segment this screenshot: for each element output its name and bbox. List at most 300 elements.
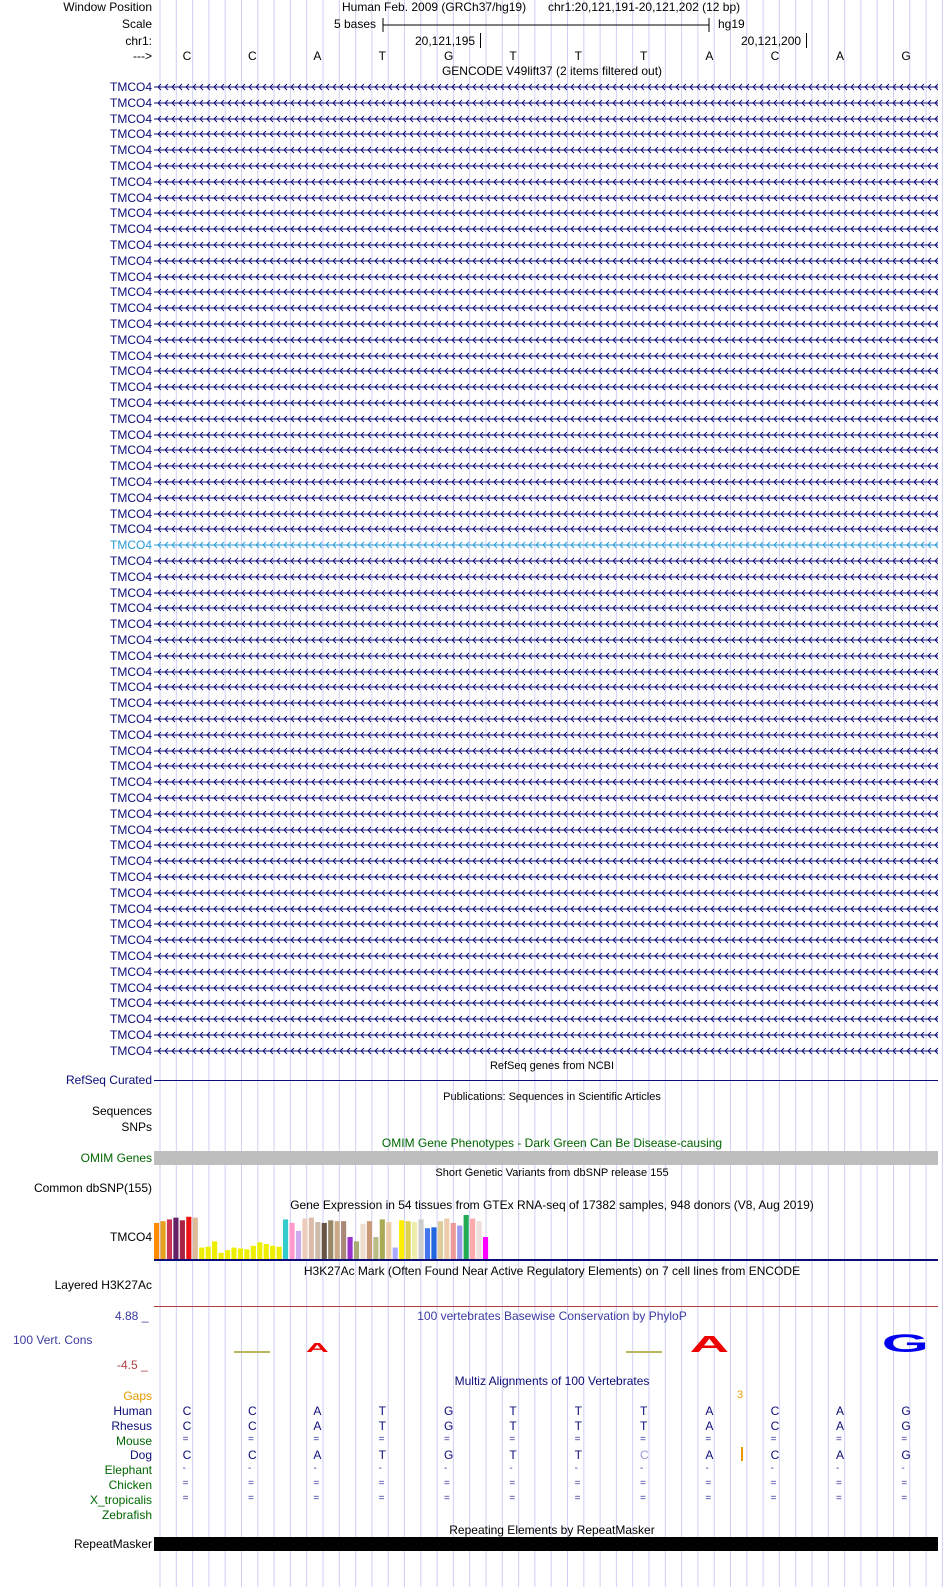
- window-position-label: Window Position: [63, 0, 152, 14]
- alignment-base: =: [378, 1492, 385, 1504]
- gtex-tissue-bar: [412, 1222, 417, 1259]
- gencode-transcript-line[interactable]: [154, 303, 938, 313]
- gtex-tissue-bar: [212, 1241, 217, 1259]
- gencode-transcript-label[interactable]: TMCO4: [110, 253, 152, 268]
- gencode-transcript-label[interactable]: TMCO4: [110, 111, 152, 126]
- reference-base: C: [248, 49, 257, 63]
- gtex-tissue-bar: [444, 1219, 449, 1259]
- alignment-base: T: [378, 1418, 386, 1433]
- gencode-transcript-label[interactable]: TMCO4: [110, 806, 152, 821]
- gencode-transcript-line[interactable]: [154, 272, 938, 282]
- phylop-logo[interactable]: [154, 1326, 938, 1368]
- assembly-title: Human Feb. 2009 (GRCh37/hg19): [342, 0, 527, 14]
- gencode-transcript-label[interactable]: TMCO4: [110, 775, 152, 790]
- repeatmasker-label[interactable]: RepeatMasker: [73, 1537, 152, 1551]
- alignment-base: C: [770, 1418, 780, 1433]
- alignment-base: G: [444, 1404, 454, 1418]
- gtex-tissue-bar: [186, 1217, 191, 1259]
- gtex-tissue-bar: [406, 1221, 411, 1259]
- gtex-tissue-bar: [244, 1249, 249, 1259]
- gencode-transcript-label[interactable]: TMCO4: [110, 554, 152, 568]
- alignment-base: C: [248, 1404, 257, 1418]
- alignment-base: =: [313, 1492, 320, 1504]
- species-label[interactable]: Elephant: [104, 1463, 152, 1478]
- gencode-transcript-line[interactable]: [154, 761, 938, 771]
- gencode-transcript-line[interactable]: [154, 445, 938, 455]
- species-label[interactable]: Zebrafish: [101, 1507, 152, 1522]
- gtex-tissue-bar: [360, 1224, 365, 1259]
- gtex-tissue-bar: [315, 1222, 320, 1259]
- gtex-tissue-bar: [457, 1226, 462, 1259]
- gencode-transcript-line[interactable]: [154, 825, 938, 835]
- reference-base: T: [378, 49, 386, 63]
- gencode-transcript-label[interactable]: TMCO4: [110, 917, 152, 932]
- gtex-tissue-bar: [373, 1237, 378, 1259]
- gtex-tissue-bar: [354, 1241, 359, 1259]
- omim-title[interactable]: OMIM Gene Phenotypes - Dark Green Can Be Disease-causing: [381, 1136, 723, 1150]
- gencode-transcript-label[interactable]: TMCO4: [110, 648, 152, 663]
- gtex-tissue-bar: [270, 1246, 275, 1259]
- phylop-min-label: -4.5 _: [117, 1358, 148, 1372]
- gencode-transcript-line[interactable]: [154, 572, 938, 582]
- alignment-base: G: [901, 1404, 911, 1418]
- species-label[interactable]: Dog: [129, 1448, 152, 1463]
- gencode-transcript-label[interactable]: TMCO4: [110, 538, 152, 553]
- gtex-tissue-bar: [418, 1219, 423, 1259]
- gtex-tissue-bar: [302, 1219, 307, 1259]
- scale-db: hg19: [718, 17, 745, 31]
- gencode-transcript-line[interactable]: [154, 840, 938, 850]
- gencode-transcript-label[interactable]: TMCO4: [110, 427, 152, 442]
- gtex-bar-chart[interactable]: [154, 1214, 938, 1262]
- gencode-transcript-label[interactable]: TMCO4: [110, 838, 152, 853]
- gtex-tissue-bar: [451, 1223, 456, 1259]
- gencode-transcript-label[interactable]: TMCO4: [110, 585, 152, 600]
- alignment-base: =: [248, 1433, 254, 1445]
- reference-base: A: [836, 49, 845, 63]
- gencode-transcript-line[interactable]: [154, 256, 938, 266]
- gencode-transcript-label[interactable]: TMCO4: [110, 696, 152, 711]
- alignment-base: -: [836, 1463, 840, 1475]
- repeatmasker-bar[interactable]: [154, 1537, 938, 1551]
- gencode-transcript-label[interactable]: TMCO4: [110, 206, 152, 221]
- alignment-base: A: [313, 1404, 322, 1418]
- gencode-transcript-label[interactable]: TMCO4: [110, 791, 152, 805]
- gencode-transcript-line[interactable]: [154, 366, 938, 376]
- gencode-transcript-label[interactable]: TMCO4: [110, 980, 152, 995]
- gtex-tissue-bar: [380, 1219, 385, 1259]
- alignment-base: =: [182, 1433, 189, 1445]
- gencode-transcript-line[interactable]: [154, 793, 938, 803]
- gencode-transcript-label[interactable]: TMCO4: [110, 238, 152, 252]
- gencode-transcript-line[interactable]: [154, 698, 938, 708]
- omim-bar[interactable]: [154, 1151, 938, 1165]
- gtex-tissue-bar: [264, 1244, 269, 1259]
- gencode-transcript-label[interactable]: TMCO4: [110, 506, 152, 521]
- reference-base: T: [509, 49, 517, 63]
- phylop-base-glyph: A: [305, 1340, 329, 1356]
- alignment-base: T: [574, 1448, 582, 1463]
- gencode-transcript-line[interactable]: [154, 983, 938, 993]
- reference-base: G: [444, 49, 454, 63]
- gencode-transcript-line[interactable]: [154, 82, 938, 92]
- gencode-transcript-label[interactable]: TMCO4: [110, 364, 152, 379]
- gtex-tissue-bar: [160, 1221, 165, 1259]
- gencode-transcript-line[interactable]: [154, 240, 938, 250]
- gencode-transcript-label[interactable]: TMCO4: [110, 159, 152, 173]
- scale-bases: 5 bases: [334, 17, 377, 31]
- gtex-tissue-bar: [277, 1247, 282, 1259]
- gencode-transcript-label[interactable]: TMCO4: [110, 190, 152, 205]
- alignment-base: -: [705, 1463, 709, 1475]
- gencode-transcript-line[interactable]: [154, 382, 938, 392]
- alignment-base: C: [182, 1448, 192, 1463]
- alignment-base: A: [705, 1404, 714, 1418]
- species-label[interactable]: Chicken: [108, 1478, 152, 1492]
- gencode-transcript-label[interactable]: TMCO4: [110, 95, 152, 110]
- gencode-transcript-line[interactable]: [154, 193, 938, 203]
- dog-gap-marker: [741, 1447, 743, 1461]
- gencode-transcript-line[interactable]: [154, 430, 938, 440]
- gencode-transcript-line[interactable]: [154, 603, 938, 613]
- gencode-transcript-label[interactable]: TMCO4: [110, 222, 152, 237]
- position-title: chr1:20,121,191-20,121,202 (12 bp): [548, 0, 741, 14]
- gencode-transcript-label[interactable]: TMCO4: [110, 411, 152, 426]
- alignment-base: C: [770, 1404, 780, 1418]
- alignment-base: G: [444, 1418, 454, 1433]
- gencode-transcript-label[interactable]: TMCO4: [110, 727, 152, 742]
- alignment-base: C: [182, 1404, 192, 1418]
- gencode-transcript-label[interactable]: TMCO4: [110, 759, 152, 774]
- dbsnp-title[interactable]: Short Genetic Variants from dbSNP release 155: [435, 1167, 669, 1179]
- gencode-transcript-label[interactable]: TMCO4: [110, 1028, 152, 1042]
- gencode-transcript-line[interactable]: [154, 477, 938, 487]
- alignment-base: =: [901, 1478, 908, 1489]
- coord-left-tick: [480, 33, 481, 48]
- alignment-base: =: [444, 1478, 450, 1489]
- dbsnp-label[interactable]: Common dbSNP(155): [33, 1181, 152, 1195]
- alignment-base: -: [640, 1463, 644, 1475]
- gencode-transcript-line[interactable]: [154, 619, 938, 629]
- gencode-transcript-label[interactable]: TMCO4: [110, 348, 152, 363]
- gtex-title[interactable]: Gene Expression in 54 tissues from GTEx RNA-seq of 17382 samples, 948 donors (V8, Aug 2019): [290, 1198, 814, 1212]
- alignment-base: -: [574, 1463, 578, 1475]
- publications-sequences-label[interactable]: Sequences: [91, 1104, 152, 1118]
- gencode-transcript-label[interactable]: TMCO4: [110, 617, 152, 632]
- gencode-transcript-label[interactable]: TMCO4: [110, 301, 152, 316]
- gencode-transcript-line[interactable]: [154, 872, 938, 882]
- gencode-transcript-line[interactable]: [154, 145, 938, 155]
- publications-snps-label[interactable]: SNPs: [121, 1120, 152, 1134]
- reference-base: A: [313, 49, 322, 63]
- alignment-base: -: [444, 1463, 448, 1475]
- publications-title[interactable]: Publications: Sequences in Scientific Articles: [443, 1091, 661, 1103]
- gencode-transcript-label[interactable]: TMCO4: [110, 285, 152, 300]
- alignment-base: =: [705, 1492, 712, 1504]
- alignment-base: G: [901, 1448, 911, 1463]
- gtex-tissue-bar: [173, 1218, 178, 1259]
- gencode-transcript-line[interactable]: [154, 777, 938, 787]
- alignment-base: T: [640, 1418, 648, 1433]
- gencode-transcript-line[interactable]: [154, 461, 938, 471]
- gencode-transcript-label[interactable]: TMCO4: [110, 490, 152, 505]
- gencode-transcript-label[interactable]: TMCO4: [110, 459, 152, 474]
- omim-label[interactable]: OMIM Genes: [80, 1151, 152, 1165]
- gencode-transcript-label[interactable]: TMCO4: [110, 1043, 152, 1058]
- alignment-base: =: [770, 1433, 777, 1445]
- gencode-transcript-label[interactable]: TMCO4: [110, 633, 152, 647]
- alignment-base: =: [640, 1492, 646, 1504]
- gencode-transcript-line[interactable]: [154, 208, 938, 218]
- gencode-transcript-label[interactable]: TMCO4: [110, 854, 152, 869]
- gencode-transcript-line[interactable]: [154, 351, 938, 361]
- alignment-base: =: [640, 1433, 646, 1445]
- species-label[interactable]: Rhesus: [111, 1418, 152, 1433]
- gencode-transcript-label[interactable]: TMCO4: [110, 332, 152, 347]
- repeatmasker-title[interactable]: Repeating Elements by RepeatMasker: [449, 1523, 655, 1537]
- alignment-base: C: [770, 1448, 780, 1463]
- gencode-transcript-label[interactable]: TMCO4: [110, 143, 152, 158]
- gtex-tissue-bar: [206, 1247, 211, 1259]
- gtex-tissue-bar: [199, 1248, 204, 1259]
- alignment-base: -: [378, 1463, 382, 1475]
- gtex-tissue-bar: [322, 1223, 327, 1259]
- gencode-transcript-label[interactable]: TMCO4: [110, 127, 152, 142]
- species-label[interactable]: Human: [113, 1404, 152, 1418]
- gencode-transcript-label[interactable]: TMCO4: [110, 443, 152, 458]
- gtex-tissue-bar: [154, 1223, 159, 1259]
- gencode-transcript-line[interactable]: [154, 177, 938, 187]
- alignment-base: =: [444, 1433, 450, 1445]
- gtex-tissue-bar: [386, 1222, 391, 1259]
- gencode-transcript-line[interactable]: [154, 730, 938, 740]
- gencode-transcript-label[interactable]: TMCO4: [110, 380, 152, 395]
- gencode-transcript-line[interactable]: [154, 287, 938, 297]
- alignment-base: =: [836, 1492, 842, 1504]
- strand-label: --->: [133, 49, 152, 63]
- refseq-title[interactable]: RefSeq genes from NCBI: [489, 1060, 615, 1072]
- gencode-transcript-line[interactable]: [154, 682, 938, 692]
- alignment-base: T: [509, 1448, 517, 1463]
- alignment-base: A: [313, 1448, 322, 1463]
- gencode-transcript-line[interactable]: [154, 129, 938, 139]
- alignment-base: -: [901, 1463, 905, 1475]
- gtex-tissue-bar: [341, 1221, 346, 1259]
- alignment-base: -: [182, 1463, 186, 1475]
- gencode-transcript-label[interactable]: TMCO4: [110, 601, 152, 616]
- coord-right-tick: [806, 33, 807, 48]
- gtex-tissue-bar: [238, 1248, 243, 1259]
- gencode-transcript-label[interactable]: TMCO4: [110, 949, 152, 963]
- gtex-tissue-bar: [231, 1248, 236, 1259]
- alignment-base: =: [182, 1478, 189, 1489]
- gtex-tissue-bar: [438, 1221, 443, 1259]
- gencode-transcript-line[interactable]: [154, 746, 938, 756]
- gencode-transcript-line[interactable]: [154, 888, 938, 898]
- gencode-transcript-line[interactable]: [154, 398, 938, 408]
- gencode-transcript-label[interactable]: TMCO4: [110, 269, 152, 284]
- gencode-transcript-line[interactable]: [154, 809, 938, 819]
- gencode-transcript-label[interactable]: TMCO4: [110, 664, 152, 679]
- alignment-base: =: [248, 1478, 254, 1489]
- gencode-transcript-line[interactable]: [154, 114, 938, 124]
- alignment-base: G: [444, 1448, 454, 1463]
- gencode-transcript-line[interactable]: [154, 414, 938, 424]
- alignment-base: T: [509, 1418, 517, 1433]
- gencode-transcript-line[interactable]: [154, 319, 938, 329]
- gtex-tissue-bar: [464, 1215, 469, 1259]
- gencode-transcript-line[interactable]: [154, 493, 938, 503]
- gtex-tissue-bar: [289, 1223, 294, 1259]
- gencode-transcript-line[interactable]: [154, 524, 938, 534]
- reference-base: G: [901, 49, 911, 63]
- refseq-label[interactable]: RefSeq Curated: [65, 1073, 152, 1087]
- alignment-base: T: [509, 1404, 517, 1418]
- gencode-transcript-label[interactable]: TMCO4: [110, 743, 152, 758]
- scale-label: Scale: [121, 17, 152, 31]
- gencode-transcript-label[interactable]: TMCO4: [110, 569, 152, 584]
- multiz-title[interactable]: Multiz Alignments of 100 Vertebrates: [454, 1374, 650, 1388]
- alignment-base: -: [770, 1463, 774, 1475]
- gencode-transcript-line[interactable]: [154, 904, 938, 914]
- species-label[interactable]: X_tropicalis: [89, 1492, 152, 1507]
- alignment-base: A: [313, 1418, 322, 1433]
- alignment-base: T: [378, 1448, 386, 1463]
- gencode-title[interactable]: GENCODE V49lift37 (2 items filtered out): [441, 64, 663, 78]
- gencode-transcript-line[interactable]: [154, 335, 938, 345]
- gencode-transcript-label[interactable]: TMCO4: [110, 680, 152, 695]
- alignment-base: =: [313, 1478, 320, 1489]
- h3k27ac-title[interactable]: H3K27Ac Mark (Often Found Near Active Regulatory Elements) on 7 cell lines from ENCODE: [303, 1264, 801, 1278]
- gtex-tissue-bar: [367, 1221, 372, 1259]
- phylop-label[interactable]: 100 Vert. Cons: [13, 1333, 93, 1347]
- reference-base: T: [640, 49, 648, 63]
- gencode-transcript-line[interactable]: [154, 1030, 938, 1040]
- gencode-transcript-label[interactable]: TMCO4: [110, 996, 152, 1011]
- alignment-base: =: [901, 1492, 908, 1504]
- gencode-transcript-line[interactable]: [154, 588, 938, 598]
- alignment-base: =: [509, 1478, 516, 1489]
- alignment-base: =: [574, 1492, 581, 1504]
- alignment-base: -: [509, 1463, 513, 1475]
- gencode-transcript-line[interactable]: [154, 651, 938, 661]
- refseq-gene-line[interactable]: [154, 1080, 938, 1081]
- phylop-title[interactable]: 100 vertebrates Basewise Conservation by PhyloP: [417, 1309, 687, 1323]
- gencode-transcript-line[interactable]: [154, 540, 938, 550]
- gtex-label[interactable]: TMCO4: [110, 1230, 152, 1244]
- gencode-transcript-label[interactable]: TMCO4: [110, 174, 152, 189]
- alignment-base: =: [509, 1433, 516, 1445]
- gencode-transcript-line[interactable]: [154, 509, 938, 519]
- gtex-tissue-bar: [180, 1220, 185, 1259]
- gencode-transcript-label[interactable]: TMCO4: [110, 870, 152, 884]
- phylop-base-glyph: G: [881, 1329, 929, 1358]
- alignment-base: =: [378, 1433, 385, 1445]
- gap-count: 3: [737, 1389, 744, 1401]
- coord-right: 20,121,200: [741, 34, 802, 48]
- gtex-tissue-bar: [348, 1237, 353, 1259]
- gencode-transcript-label[interactable]: TMCO4: [110, 396, 152, 410]
- gencode-transcript-line[interactable]: [154, 667, 938, 677]
- gtex-tissue-bar: [328, 1220, 333, 1259]
- gtex-tissue-bar: [335, 1221, 340, 1259]
- alignment-base: G: [901, 1418, 911, 1433]
- alignment-base: T: [640, 1404, 648, 1418]
- gtex-tissue-bar: [219, 1253, 224, 1259]
- alignment-base: T: [574, 1418, 582, 1433]
- gencode-transcript-line[interactable]: [154, 224, 938, 234]
- alignment-base: =: [770, 1478, 777, 1489]
- gtex-tissue-bar: [283, 1219, 288, 1259]
- gtex-tissue-bar: [309, 1218, 314, 1259]
- gencode-transcript-line[interactable]: [154, 1014, 938, 1024]
- gencode-transcript-label[interactable]: TMCO4: [110, 80, 152, 94]
- gencode-transcript-line[interactable]: [154, 98, 938, 108]
- gencode-transcript-label[interactable]: TMCO4: [110, 822, 152, 837]
- gencode-transcript-line[interactable]: [154, 951, 938, 961]
- gencode-transcript-line[interactable]: [154, 998, 938, 1008]
- alignment-base: =: [378, 1478, 385, 1489]
- gtex-tissue-bar: [167, 1219, 172, 1259]
- gaps-label[interactable]: Gaps: [123, 1389, 152, 1403]
- alignment-base: C: [182, 1418, 192, 1433]
- gencode-transcript-line[interactable]: [154, 161, 938, 171]
- alignment-base: C: [248, 1448, 257, 1463]
- alignment-base: A: [836, 1418, 845, 1433]
- gencode-transcript-line[interactable]: [154, 935, 938, 945]
- alignment-base: -: [248, 1463, 252, 1475]
- alignment-base: =: [444, 1492, 450, 1504]
- alignment-base: =: [836, 1478, 842, 1489]
- gencode-transcript-line[interactable]: [154, 967, 938, 977]
- gencode-transcript-label[interactable]: TMCO4: [110, 522, 152, 537]
- gencode-transcript-line[interactable]: [154, 856, 938, 866]
- gencode-transcript-label[interactable]: TMCO4: [110, 964, 152, 979]
- alignment-base: =: [640, 1478, 646, 1489]
- alignment-base: =: [705, 1433, 712, 1445]
- gencode-transcript-line[interactable]: [154, 1046, 938, 1056]
- alignment-base: A: [836, 1448, 845, 1463]
- reference-base: T: [574, 49, 582, 63]
- gencode-transcript-line[interactable]: [154, 635, 938, 645]
- gencode-transcript-label[interactable]: TMCO4: [110, 317, 152, 331]
- gencode-transcript-line[interactable]: [154, 714, 938, 724]
- gencode-transcript-line[interactable]: [154, 556, 938, 566]
- gencode-transcript-label[interactable]: TMCO4: [110, 885, 152, 900]
- h3k27ac-label[interactable]: Layered H3K27Ac: [54, 1278, 152, 1292]
- alignment-base: A: [836, 1404, 845, 1418]
- alignment-base: T: [378, 1404, 386, 1418]
- alignment-base: =: [901, 1433, 908, 1445]
- gencode-transcript-label[interactable]: TMCO4: [110, 933, 152, 948]
- alignment-base: =: [509, 1492, 516, 1504]
- gencode-transcript-line[interactable]: [154, 919, 938, 929]
- gtex-tissue-bar: [399, 1220, 404, 1259]
- gencode-transcript-label[interactable]: TMCO4: [110, 1012, 152, 1027]
- alignment-base: C: [248, 1418, 257, 1433]
- gtex-tissue-bar: [483, 1237, 488, 1259]
- gencode-transcript-label[interactable]: TMCO4: [110, 712, 152, 726]
- alignment-base: =: [705, 1478, 712, 1489]
- reference-base: C: [770, 49, 780, 63]
- phylop-max-label: 4.88 _: [115, 1309, 149, 1323]
- gtex-tissue-bar: [470, 1219, 475, 1259]
- gencode-transcript-label[interactable]: TMCO4: [110, 901, 152, 916]
- gencode-transcript-label[interactable]: TMCO4: [110, 475, 152, 489]
- species-label[interactable]: Mouse: [115, 1433, 152, 1448]
- gtex-tissue-bar: [193, 1218, 198, 1259]
- alignment-base: =: [836, 1433, 842, 1445]
